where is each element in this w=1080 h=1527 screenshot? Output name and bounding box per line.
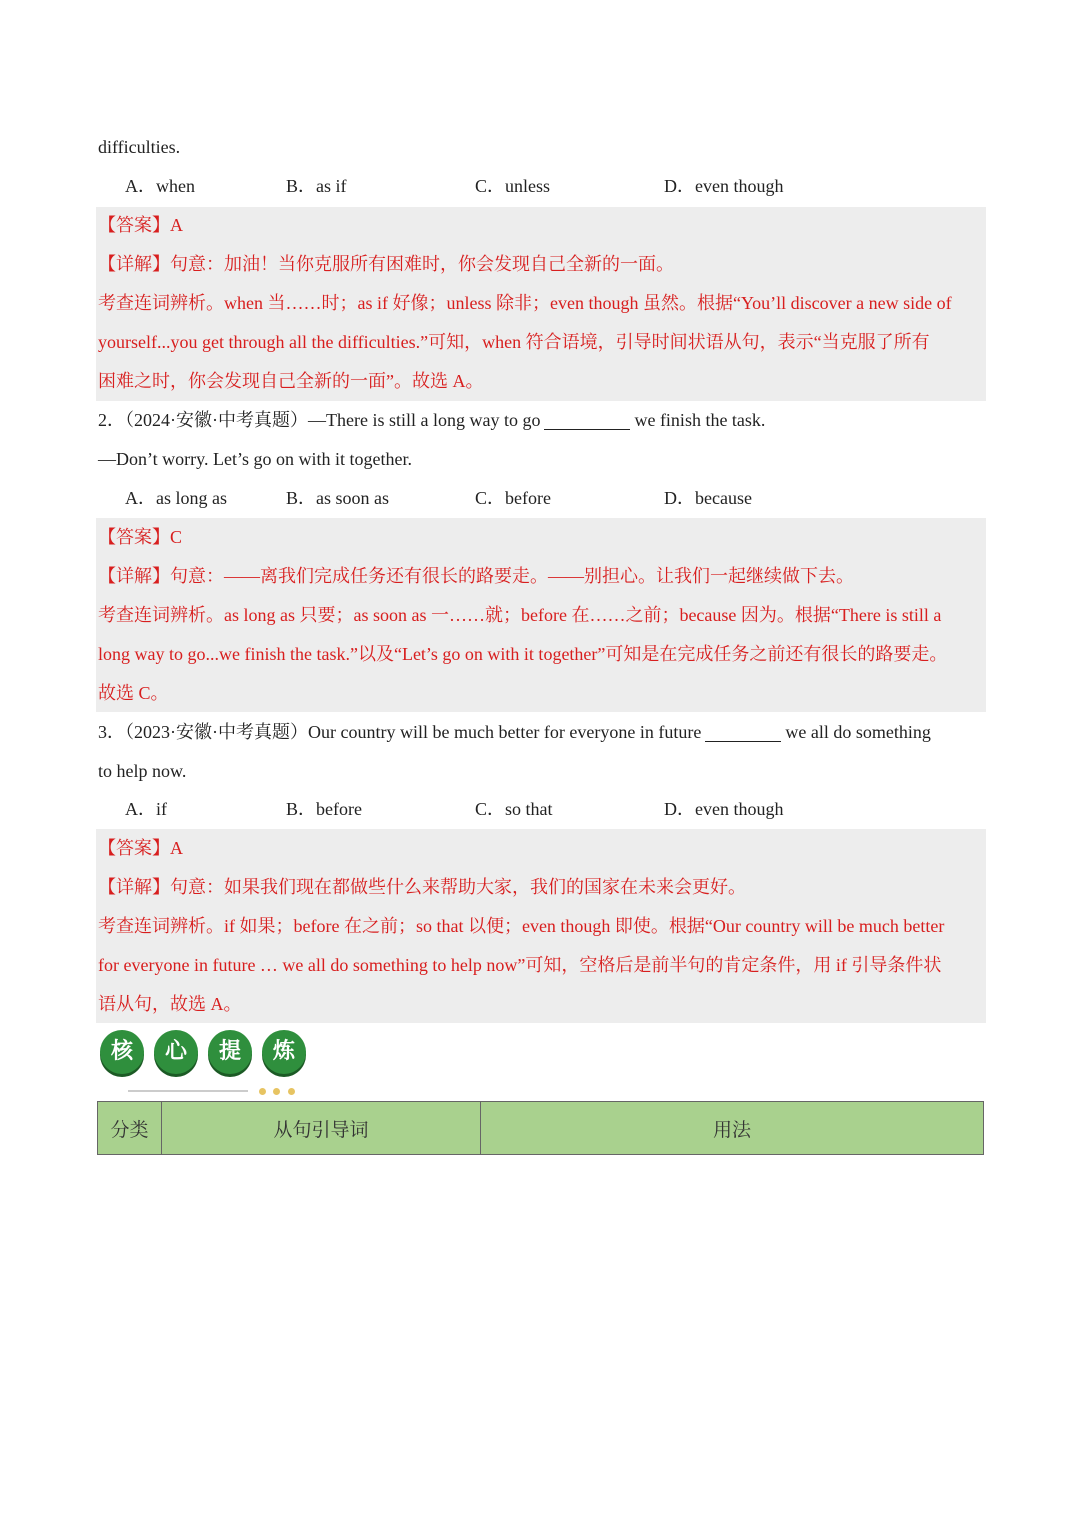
- q2-option-b: B．as soon as: [286, 488, 389, 508]
- q3-stem-line2: to help now.: [98, 761, 187, 781]
- q1-option-a: A．when: [125, 176, 195, 196]
- q2-option-c: C．before: [475, 488, 551, 508]
- q2-stem-before: 2．（2024·安徽·中考真题）—There is still a long way to go: [98, 410, 541, 430]
- q1-stem-tail: difficulties.: [98, 137, 181, 157]
- q3-detail-meaning: 【详解】句意：如果我们现在都做些什么来帮助大家，我们的国家在未来会更好。: [98, 877, 746, 897]
- table-header-row: [98, 1102, 984, 1155]
- q3-detail-analysis-3: 语从句，故选 A。: [98, 994, 242, 1014]
- badge-he: 核: [100, 1030, 144, 1074]
- q3-answer: 【答案】A: [98, 838, 183, 858]
- q3-stem: [98, 713, 931, 752]
- q1-detail-analysis-2: yourself...you get through all the difficulties.”可知，when 符合语境，引导时间状语从句，表示“当克服了所有: [98, 332, 930, 352]
- q3-detail-analysis-2: for everyone in future … we all do something to help now”可知，空格后是前半句的肯定条件，用 if 引导条件状: [98, 955, 942, 975]
- q2-stem-after: we finish the task.: [634, 410, 766, 430]
- section-divider: [128, 1090, 248, 1092]
- q1-detail-analysis-3: 困难之时，你会发现自己全新的一面”。故选 A。: [98, 371, 484, 391]
- q1-option-d: D．even though: [664, 176, 784, 196]
- q3-option-d: D．even though: [664, 799, 784, 819]
- decor-dot: [259, 1088, 266, 1095]
- q2-option-d: D．because: [664, 488, 752, 508]
- q2-stem: [98, 401, 765, 440]
- q1-detail-meaning: 【详解】句意：加油！当你克服所有困难时，你会发现自己全新的一面。: [98, 254, 674, 274]
- col-header-usage: 用法: [481, 1102, 984, 1155]
- q3-option-b: B．before: [286, 799, 362, 819]
- badge-xin: 心: [154, 1030, 198, 1074]
- badge-ti: 提: [208, 1030, 252, 1074]
- q1-option-c: C．unless: [475, 176, 551, 196]
- q2-detail-analysis: 考查连词辨析。as long as 只要；as soon as 一……就；before 在……之前；because 因为。根据“There is still a: [98, 605, 942, 625]
- col-header-category: 分类: [98, 1102, 162, 1155]
- q3-stem-before: 3．（2023·安徽·中考真题）Our country will be much better for everyone in future: [98, 722, 702, 742]
- q2-stem-line2: —Don’t worry. Let’s go on with it together.: [98, 449, 412, 469]
- q2-detail-meaning: 【详解】句意：——离我们完成任务还有很长的路要走。——别担心。让我们一起继续做下去。: [98, 566, 854, 586]
- clause-summary-table: [97, 1101, 984, 1155]
- q2-answer: 【答案】C: [98, 527, 183, 547]
- col-header-conjunction: 从句引导词: [162, 1102, 481, 1155]
- q2-blank: [544, 407, 630, 430]
- q2-option-a: A．as long as: [125, 488, 227, 508]
- q1-detail-analysis: 考查连词辨析。when 当……时；as if 好像；unless 除非；even though 虽然。根据“You’ll discover a new side of: [98, 293, 952, 313]
- q1-option-b: B．as if: [286, 176, 347, 196]
- q1-answer: 【答案】A: [98, 215, 183, 235]
- q3-blank: [705, 719, 781, 742]
- decor-dot: [273, 1088, 280, 1095]
- q2-detail-analysis-3: 故选 C。: [98, 683, 169, 703]
- badge-lian: 炼: [262, 1030, 306, 1074]
- q3-option-c: C．so that: [475, 799, 553, 819]
- q2-detail-analysis-2: long way to go...we finish the task.”以及“Let’s go on with it together”可知是在完成任务之前还有很长的路要走。: [98, 644, 948, 664]
- q3-option-a: A．if: [125, 799, 167, 819]
- decor-dot: [288, 1088, 295, 1095]
- q3-detail-analysis: 考查连词辨析。if 如果；before 在之前；so that 以便；even though 即使。根据“Our country will be much better: [98, 916, 945, 936]
- q3-stem-after: we all do something: [785, 722, 931, 742]
